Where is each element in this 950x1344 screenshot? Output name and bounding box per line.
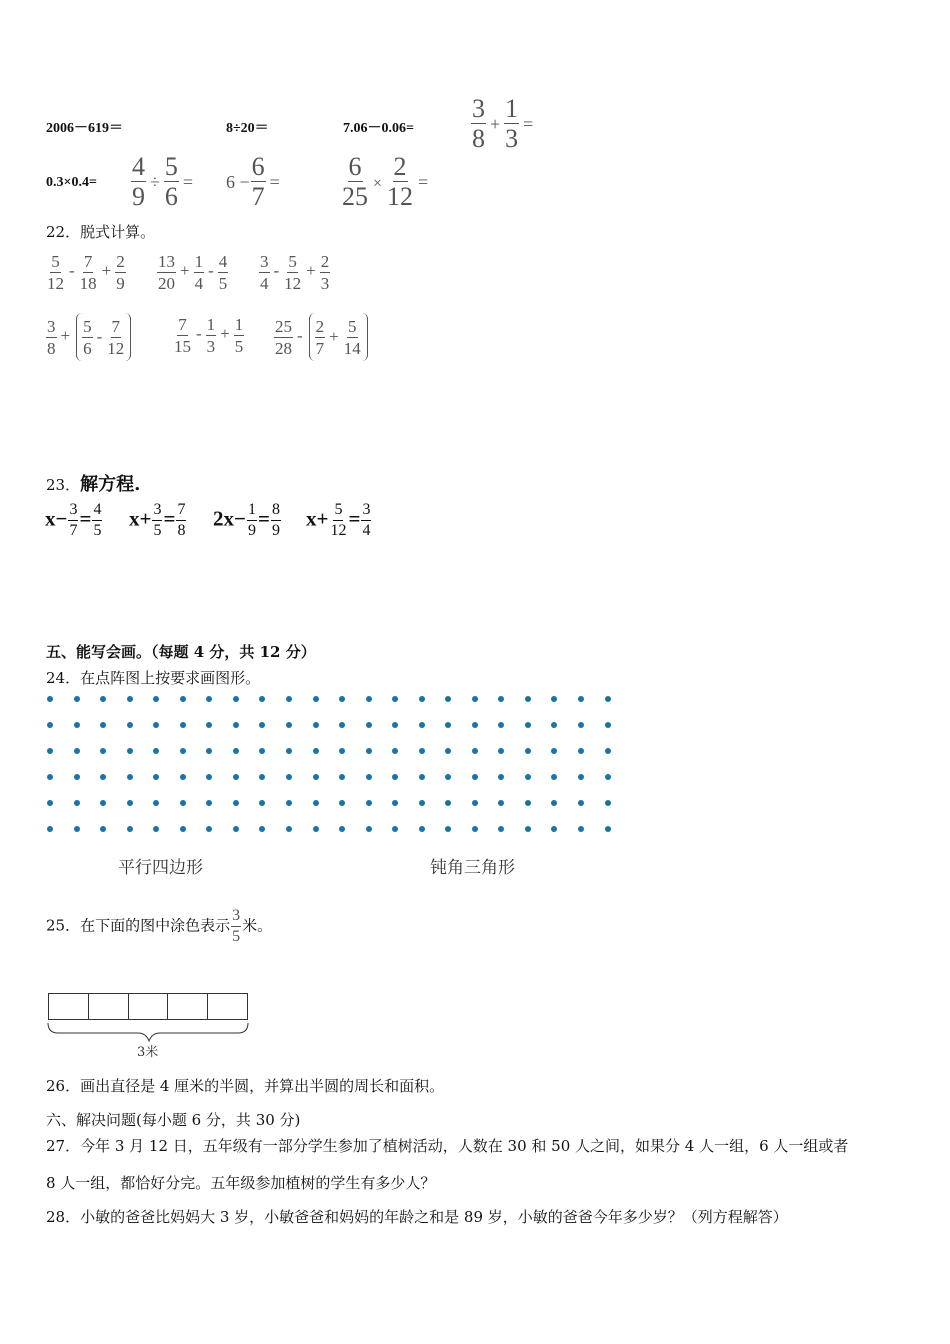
grid-dot[interactable] xyxy=(47,774,53,780)
calc-6-minus-frac: 6 − $\frac{6}{7}$ = xyxy=(226,152,280,211)
grid-dot[interactable] xyxy=(419,748,425,754)
grid-dot[interactable] xyxy=(286,748,292,754)
grid-dot[interactable] xyxy=(153,826,159,832)
q22-expr-3: $\frac{3}{4}$ - $\frac{5}{12}$ + $\frac{2}{3}$ xyxy=(260,252,330,293)
grid-dot[interactable] xyxy=(180,826,186,832)
q26-question: 26．画出直径是 4 厘米的半圆，并算出半圆的周长和面积。 xyxy=(46,1077,445,1095)
grid-dot[interactable] xyxy=(127,826,133,832)
q27-question-line1: 27．今年 3 月 12 日，五年级有一部分学生参加了植树活动，人数在 30 和 50 人之间，如果分 4 人一组，6 人一组或者 xyxy=(46,1137,849,1155)
grid-dot[interactable] xyxy=(313,826,319,832)
grid-dot[interactable] xyxy=(259,800,265,806)
grid-dot[interactable] xyxy=(313,800,319,806)
grid-dot[interactable] xyxy=(286,774,292,780)
grid-dot[interactable] xyxy=(206,826,212,832)
grid-dot[interactable] xyxy=(259,696,265,702)
grid-dot[interactable] xyxy=(180,722,186,728)
grid-dot[interactable] xyxy=(259,774,265,780)
grid-dot[interactable] xyxy=(233,748,239,754)
bar-segment[interactable] xyxy=(89,994,129,1019)
grid-dot[interactable] xyxy=(551,826,557,832)
q22-expr-1: $\frac{5}{12}$ - $\frac{7}{18}$ + $\frac{2}{9}$ xyxy=(47,252,125,293)
grid-dot[interactable] xyxy=(472,774,478,780)
grid-dot[interactable] xyxy=(445,774,451,780)
grid-dot[interactable] xyxy=(605,826,611,832)
grid-dot[interactable] xyxy=(339,748,345,754)
grid-dot[interactable] xyxy=(74,748,80,754)
grid-dot[interactable] xyxy=(339,800,345,806)
grid-dot[interactable] xyxy=(127,696,133,702)
grid-dot[interactable] xyxy=(551,800,557,806)
grid-dot[interactable] xyxy=(233,774,239,780)
grid-dot[interactable] xyxy=(366,696,372,702)
calc-2006-619: 2006－619＝ xyxy=(46,121,123,136)
section-5-heading: 五、能写会画。（每题 4 分，共 12 分） xyxy=(46,643,316,661)
grid-dot[interactable] xyxy=(313,722,319,728)
grid-dot[interactable] xyxy=(578,748,584,754)
grid-dot[interactable] xyxy=(286,722,292,728)
grid-dot[interactable] xyxy=(100,800,106,806)
calc-0.3x0.4: 0.3×0.4= xyxy=(46,175,97,190)
grid-dot[interactable] xyxy=(233,800,239,806)
grid-dot[interactable] xyxy=(498,774,504,780)
grid-dot[interactable] xyxy=(180,800,186,806)
grid-dot[interactable] xyxy=(605,774,611,780)
grid-dot[interactable] xyxy=(339,826,345,832)
grid-dot[interactable] xyxy=(525,722,531,728)
grid-dot[interactable] xyxy=(419,826,425,832)
brace xyxy=(46,1021,252,1043)
grid-dot[interactable] xyxy=(339,722,345,728)
grid-dot[interactable] xyxy=(47,696,53,702)
label-obtuse-triangle: 钝角三角形 xyxy=(430,858,515,878)
calc-frac-mul: $\frac{6}{25}$ × $\frac{2}{12}$ = xyxy=(342,152,429,211)
grid-dot[interactable] xyxy=(206,800,212,806)
calc-frac-div: $\frac{4}{9}$ ÷ $\frac{5}{6}$ = xyxy=(132,152,194,211)
grid-dot[interactable] xyxy=(472,748,478,754)
grid-dot[interactable] xyxy=(233,826,239,832)
grid-dot[interactable] xyxy=(445,722,451,728)
grid-dot[interactable] xyxy=(366,800,372,806)
grid-dot[interactable] xyxy=(233,722,239,728)
grid-dot[interactable] xyxy=(206,748,212,754)
grid-dot[interactable] xyxy=(605,722,611,728)
grid-dot[interactable] xyxy=(233,696,239,702)
q22-expr-4: $\frac{3}{8}$ + $\frac{5}{6}$ - $\frac{7}{12}$ xyxy=(45,313,134,361)
grid-dot[interactable] xyxy=(127,722,133,728)
grid-dot[interactable] xyxy=(498,748,504,754)
grid-dot[interactable] xyxy=(472,800,478,806)
grid-dot[interactable] xyxy=(578,774,584,780)
calc-7.06-0.06: 7.06－0.06= xyxy=(343,121,414,136)
grid-dot[interactable] xyxy=(127,774,133,780)
grid-dot[interactable] xyxy=(74,826,80,832)
grid-dot[interactable] xyxy=(419,800,425,806)
grid-dot[interactable] xyxy=(419,774,425,780)
grid-dot[interactable] xyxy=(339,774,345,780)
bar-segment[interactable] xyxy=(129,994,169,1019)
grid-dot[interactable] xyxy=(313,696,319,702)
bar-segment[interactable] xyxy=(49,994,89,1019)
q23-title: 23．解方程. xyxy=(46,474,141,495)
grid-dot[interactable] xyxy=(498,800,504,806)
grid-dot[interactable] xyxy=(206,696,212,702)
q27-question-line2: 8 人一组，都恰好分完。五年级参加植树的学生有多少人？ xyxy=(46,1174,436,1192)
grid-dot[interactable] xyxy=(286,800,292,806)
grid-dot[interactable] xyxy=(578,722,584,728)
grid-dot[interactable] xyxy=(74,774,80,780)
grid-dot[interactable] xyxy=(339,696,345,702)
grid-dot[interactable] xyxy=(206,774,212,780)
grid-dot[interactable] xyxy=(392,722,398,728)
grid-dot[interactable] xyxy=(551,722,557,728)
grid-dot[interactable] xyxy=(366,748,372,754)
grid-dot[interactable] xyxy=(100,696,106,702)
grid-dot[interactable] xyxy=(445,826,451,832)
grid-dot[interactable] xyxy=(525,826,531,832)
dot-grid[interactable] xyxy=(50,699,610,831)
grid-dot[interactable] xyxy=(525,800,531,806)
grid-dot[interactable] xyxy=(419,696,425,702)
q23-equation-2: x+ $\frac{3}{5}$ = $\frac{7}{8}$ xyxy=(129,501,186,539)
grid-dot[interactable] xyxy=(366,774,372,780)
grid-dot[interactable] xyxy=(100,774,106,780)
grid-dot[interactable] xyxy=(153,748,159,754)
grid-dot[interactable] xyxy=(100,722,106,728)
grid-dot[interactable] xyxy=(74,722,80,728)
q23-equation-3: 2x− $\frac{1}{9}$ = $\frac{8}{9}$ xyxy=(213,501,280,539)
grid-dot[interactable] xyxy=(605,696,611,702)
grid-dot[interactable] xyxy=(366,826,372,832)
q25-question: 25．在下面的图中涂色表示 $\frac{3}{5}$ 米。 xyxy=(46,907,273,945)
grid-dot[interactable] xyxy=(605,800,611,806)
q22-expr-5: $\frac{7}{15}$ - $\frac{1}{3}$ + $\frac{1}{5}$ xyxy=(174,315,244,356)
grid-dot[interactable] xyxy=(180,748,186,754)
label-parallelogram: 平行四边形 xyxy=(118,858,203,878)
grid-dot[interactable] xyxy=(259,826,265,832)
grid-dot[interactable] xyxy=(498,826,504,832)
grid-dot[interactable] xyxy=(498,696,504,702)
grid-dot[interactable] xyxy=(392,748,398,754)
grid-dot[interactable] xyxy=(153,774,159,780)
grid-dot[interactable] xyxy=(525,748,531,754)
grid-dot[interactable] xyxy=(392,774,398,780)
grid-dot[interactable] xyxy=(286,696,292,702)
segment-bar[interactable] xyxy=(48,993,248,1020)
section-6-heading: 六、解决问题(每小题 6 分，共 30 分) xyxy=(46,1111,301,1129)
grid-dot[interactable] xyxy=(259,722,265,728)
grid-dot[interactable] xyxy=(472,722,478,728)
grid-dot[interactable] xyxy=(551,774,557,780)
grid-dot[interactable] xyxy=(74,800,80,806)
grid-dot[interactable] xyxy=(525,696,531,702)
grid-dot[interactable] xyxy=(445,696,451,702)
grid-dot[interactable] xyxy=(578,800,584,806)
grid-dot[interactable] xyxy=(605,748,611,754)
grid-dot[interactable] xyxy=(419,722,425,728)
q22-expr-6: $\frac{25}{28}$ - $\frac{2}{7}$ + $\frac{5}{14}$ xyxy=(273,313,371,361)
grid-dot[interactable] xyxy=(525,774,531,780)
grid-dot[interactable] xyxy=(392,800,398,806)
grid-dot[interactable] xyxy=(472,826,478,832)
q23-equation-1: x− $\frac{3}{7}$ = $\frac{4}{5}$ xyxy=(45,501,102,539)
calc-8-div-20: 8÷20＝ xyxy=(226,121,269,136)
brace-label: 3米 xyxy=(137,1045,159,1060)
grid-dot[interactable] xyxy=(578,696,584,702)
q22-title: 22．脱式计算。 xyxy=(46,223,156,241)
grid-dot[interactable] xyxy=(74,696,80,702)
grid-dot[interactable] xyxy=(180,774,186,780)
grid-dot[interactable] xyxy=(578,826,584,832)
grid-dot[interactable] xyxy=(47,722,53,728)
q28-question: 28．小敏的爸爸比妈妈大 3 岁，小敏爸爸和妈妈的年龄之和是 89 岁，小敏的爸爸今年多少岁？（列方程解答） xyxy=(46,1208,788,1226)
grid-dot[interactable] xyxy=(259,748,265,754)
grid-dot[interactable] xyxy=(498,722,504,728)
grid-dot[interactable] xyxy=(127,800,133,806)
grid-dot[interactable] xyxy=(445,800,451,806)
grid-dot[interactable] xyxy=(206,722,212,728)
grid-dot[interactable] xyxy=(392,696,398,702)
grid-dot[interactable] xyxy=(153,696,159,702)
grid-dot[interactable] xyxy=(313,774,319,780)
grid-dot[interactable] xyxy=(153,800,159,806)
grid-dot[interactable] xyxy=(445,748,451,754)
grid-dot[interactable] xyxy=(551,748,557,754)
grid-dot[interactable] xyxy=(47,748,53,754)
grid-dot[interactable] xyxy=(472,696,478,702)
q22-expr-2: $\frac{13}{20}$ + $\frac{1}{4}$ - $\frac{4}{5}$ xyxy=(158,252,228,293)
grid-dot[interactable] xyxy=(180,696,186,702)
calc-frac-sum: $\frac{3}{8}$ + $\frac{1}{3}$ = xyxy=(472,94,534,153)
grid-dot[interactable] xyxy=(392,826,398,832)
grid-dot[interactable] xyxy=(47,800,53,806)
bar-segment[interactable] xyxy=(168,994,208,1019)
grid-dot[interactable] xyxy=(100,748,106,754)
grid-dot[interactable] xyxy=(551,696,557,702)
grid-dot[interactable] xyxy=(127,748,133,754)
q23-equation-4: x+ $\frac{5}{12}$ = $\frac{3}{4}$ xyxy=(306,501,371,539)
bar-segment[interactable] xyxy=(208,994,247,1019)
q24-title: 24．在点阵图上按要求画图形。 xyxy=(46,669,261,687)
grid-dot[interactable] xyxy=(366,722,372,728)
grid-dot[interactable] xyxy=(313,748,319,754)
grid-dot[interactable] xyxy=(100,826,106,832)
grid-dot[interactable] xyxy=(47,826,53,832)
grid-dot[interactable] xyxy=(153,722,159,728)
grid-dot[interactable] xyxy=(286,826,292,832)
